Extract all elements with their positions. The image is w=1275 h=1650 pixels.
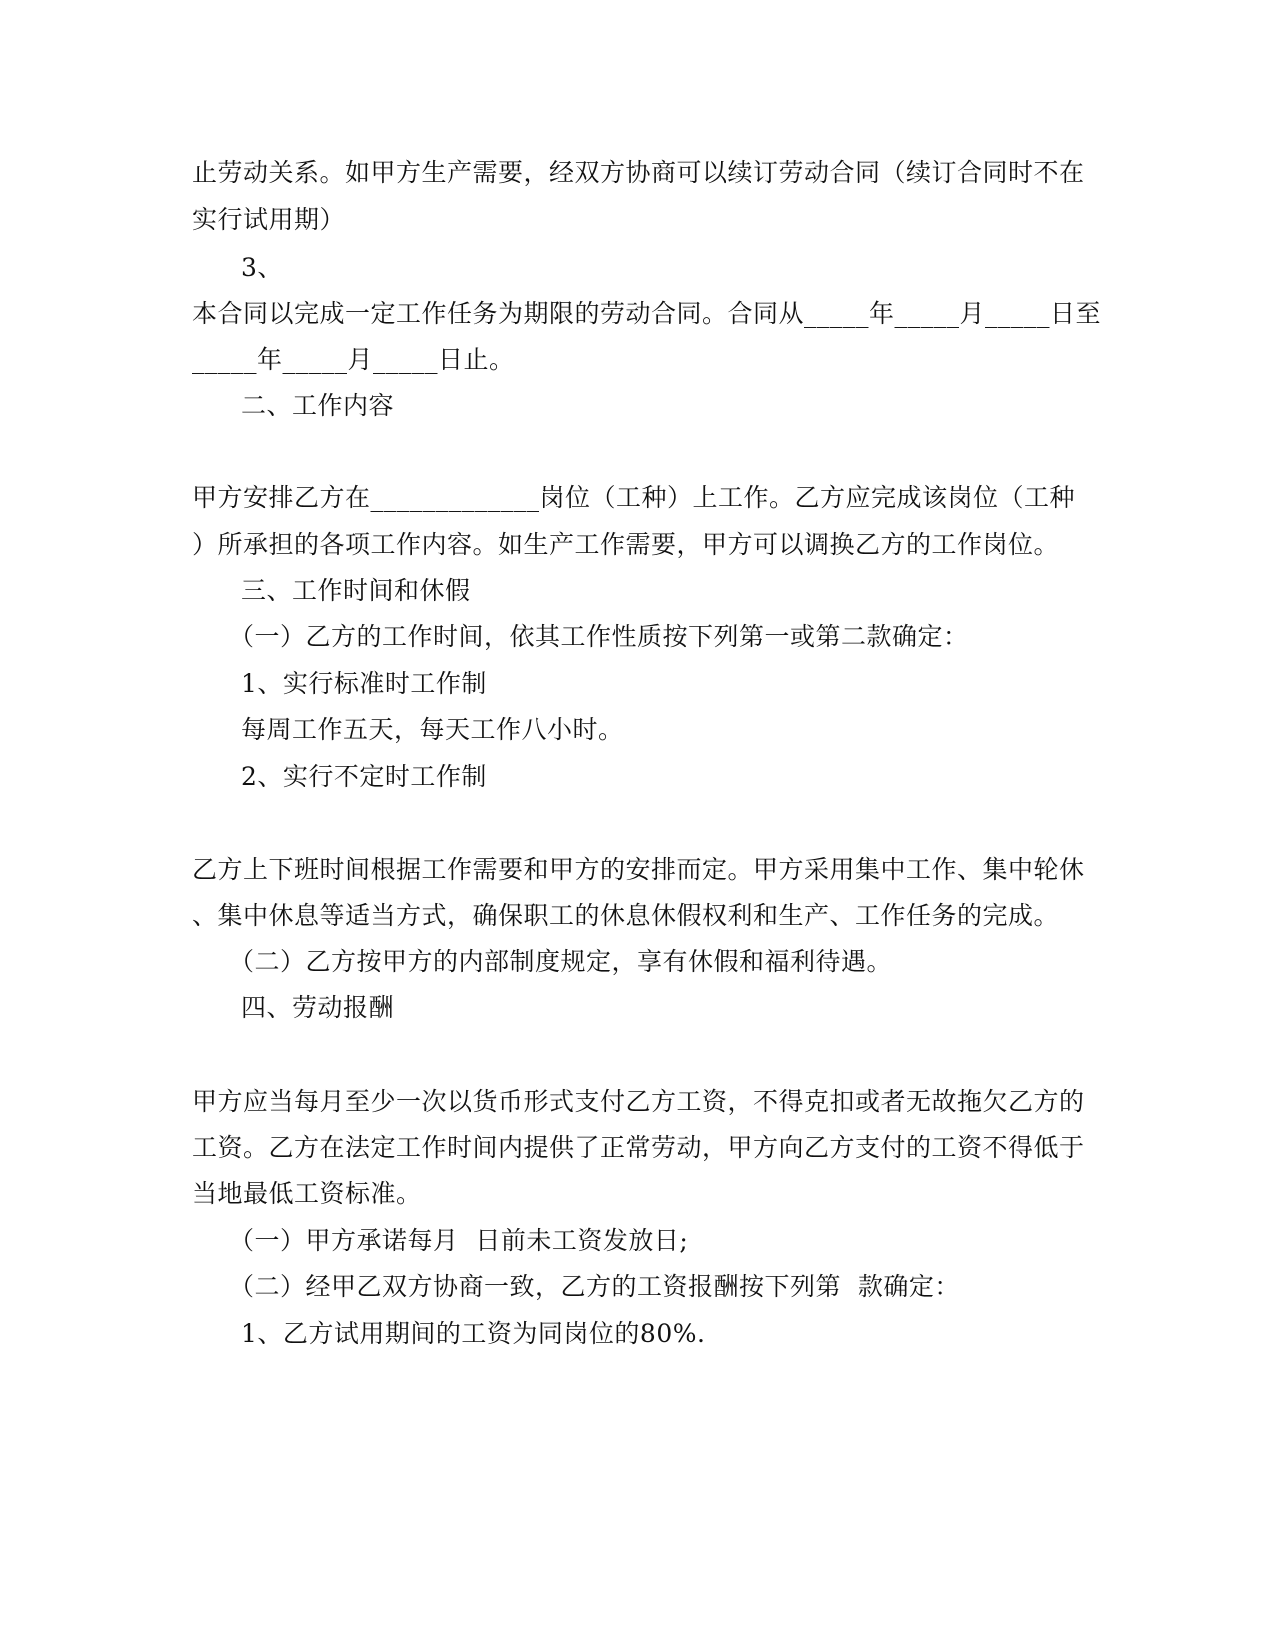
paragraph-line: 本合同以完成一定工作任务为期限的劳动合同。合同从_____年_____月_____日至 [192, 299, 1102, 328]
paragraph-line: 甲方安排乙方在_____________岗位（工种）上工作。乙方应完成该岗位（工种 [192, 483, 1076, 512]
paragraph-line: 甲方应当每月至少一次以货币形式支付乙方工资，不得克扣或者无故拖欠乙方的 [192, 1087, 1085, 1116]
list-item: 2、实行不定时工作制 [241, 762, 487, 791]
section-heading: 四、劳动报酬 [241, 993, 395, 1022]
paragraph-line: 、集中休息等适当方式，确保职工的休息休假权利和生产、工作任务的完成。 [192, 901, 1060, 930]
paragraph-line: 乙方上下班时间根据工作需要和甲方的安排而定。甲方采用集中工作、集中轮休 [192, 855, 1085, 884]
list-number: 3、 [241, 253, 283, 282]
paragraph-line: 工资。乙方在法定工作时间内提供了正常劳动，甲方向乙方支付的工资不得低于 [192, 1133, 1085, 1162]
subsection-line: （二）乙方按甲方的内部制度规定，享有休假和福利待遇。 [229, 947, 893, 976]
paragraph-line: ）所承担的各项工作内容。如生产工作需要，甲方可以调换乙方的工作岗位。 [192, 530, 1060, 559]
list-item: 1、乙方试用期间的工资为同岗位的80%. [241, 1319, 706, 1348]
subsection-line: （二）经甲乙双方协商一致，乙方的工资报酬按下列第 款确定： [229, 1272, 960, 1301]
paragraph-line: 止劳动关系。如甲方生产需要，经双方协商可以续订劳动合同（续订合同时不在 [192, 158, 1085, 187]
paragraph-line: 每周工作五天，每天工作八小时。 [241, 715, 624, 744]
paragraph-line: 实行试用期） [192, 205, 346, 234]
subsection-line: （一）乙方的工作时间，依其工作性质按下列第一或第二款确定： [229, 622, 969, 651]
paragraph-line: _____年_____月_____日止。 [192, 345, 515, 374]
section-heading: 三、工作时间和休假 [241, 576, 471, 605]
paragraph-line: 当地最低工资标准。 [192, 1179, 422, 1208]
subsection-line: （一）甲方承诺每月 日前未工资发放日; [229, 1226, 689, 1255]
list-item: 1、实行标准时工作制 [241, 669, 487, 698]
section-heading: 二、工作内容 [241, 391, 395, 420]
